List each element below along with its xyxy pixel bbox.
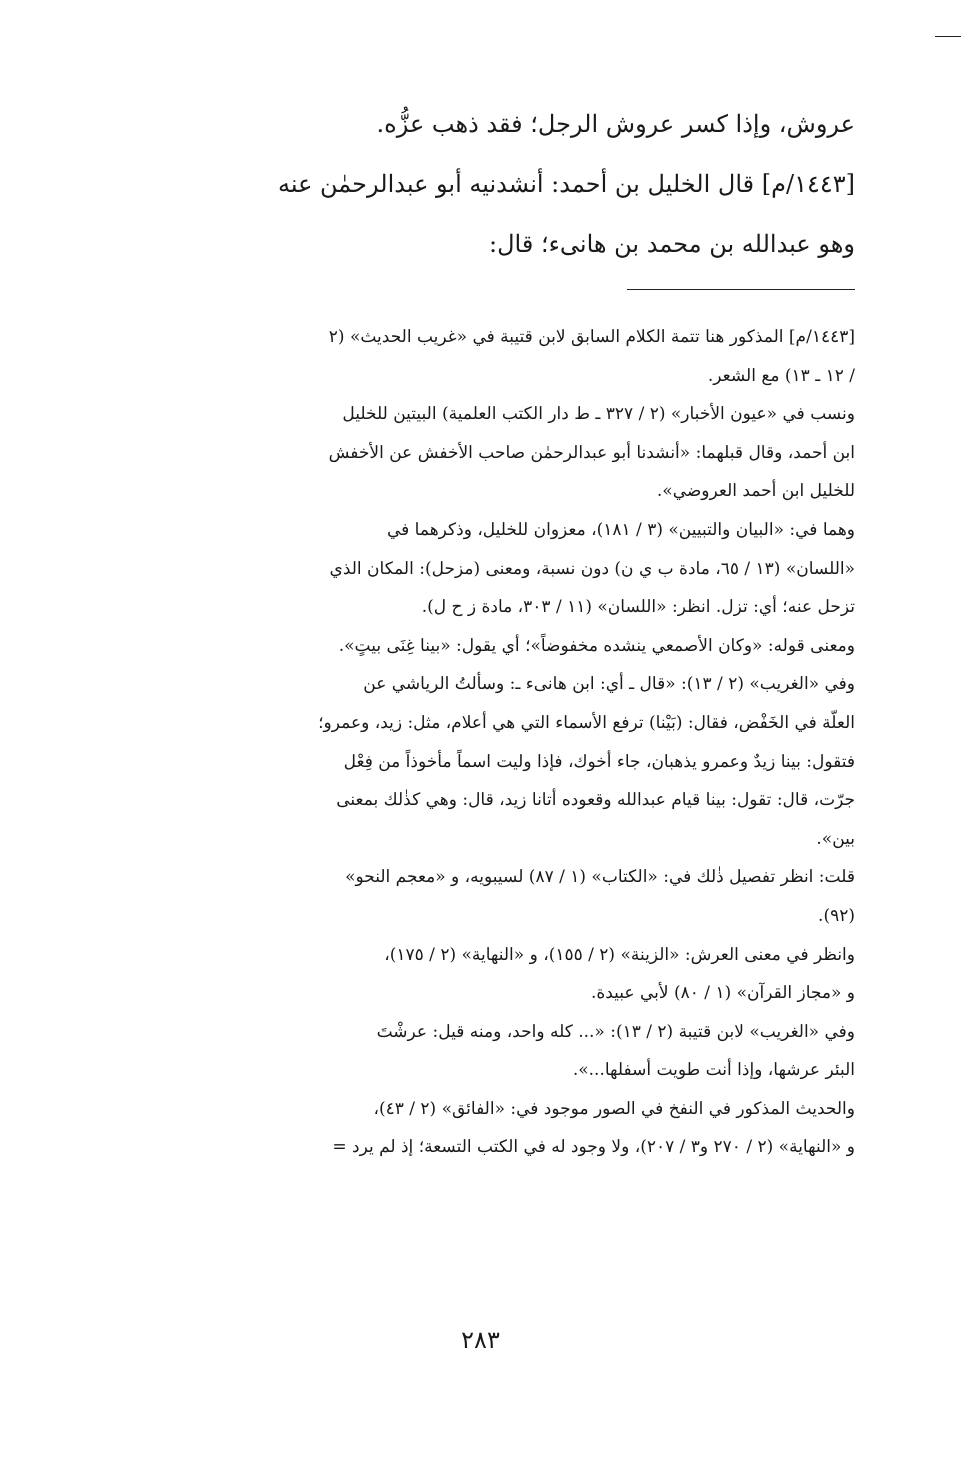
entry-line-2: وهو عبدالله بن محمد بن هانىء؛ قال: (489, 230, 855, 258)
footnote-paragraph (130, 511, 855, 627)
footnote-paragraph (130, 395, 855, 511)
footnote-line: وفي «الغريب» لابن قتيبة (٢ / ١٣): «... كله واحد، ومنه قيل: عرشْتَ (376, 1021, 855, 1042)
main-text (130, 94, 855, 274)
footnote-line: تزحل عنه؛ أي: تزل. انظر: «اللسان» (١١ / ٣٠٣، مادة ز ح ل). (421, 597, 855, 618)
entry-line-1: [١٤٤٣/م] قال الخليل بن أحمد: أنشدنيه أبو عبدالرحمٰن عنه (277, 170, 855, 198)
footnote-line: و «مجاز القرآن» (١ / ٨٠) لأبي عبيدة. (590, 983, 855, 1004)
footnote-line: / ١٢ ـ ١٣) مع الشعر. (707, 365, 855, 386)
footnote-line: وفي «الغريب» (٢ / ١٣): «قال ـ أي: ابن هانىء ـ: وسألتُ الرياشي عن (363, 674, 855, 695)
footnote-paragraph (130, 936, 855, 1013)
footnote-paragraph (130, 318, 855, 395)
footnote-separator (627, 289, 855, 290)
footnote-line: للخليل ابن أحمد العروضي». (656, 481, 855, 502)
footnote-paragraph (130, 665, 855, 858)
footnote-paragraph (130, 627, 855, 666)
footnotes (130, 318, 855, 1167)
footnote-line: و «النهاية» (٢ / ٢٧٠ و٣ / ٢٠٧)، ولا وجود له في الكتب التسعة؛ إذ لم يرد = (332, 1137, 855, 1158)
footnote-line: البئر عرشها، وإذا أنت طويت أسفلها...». (572, 1060, 855, 1081)
footnote-line: قلت: انظر تفصيل ذٰلك في: «الكتاب» (١ / ٨٧) لسيبويه، و «معجم النحو» (345, 867, 855, 888)
page-number: ٢٨٣ (461, 1326, 500, 1354)
footnote-line: [١٤٤٣/م] المذكور هنا تتمة الكلام السابق لابن قتيبة في «غريب الحديث» (٢ (328, 327, 855, 347)
footnote-line: «اللسان» (١٣ / ٦٥، مادة ب ي ن) دون نسبة، ومعنى (مزحل): المكان الذي (329, 558, 855, 579)
entry-paragraph (130, 154, 855, 274)
footnote-paragraph (130, 1090, 855, 1167)
footnote-line: ومعنى قوله: «وكان الأصمعي ينشده مخفوضاً»؛ أي يقول: «بينا غِنَى بيتٍ». (338, 635, 855, 656)
footnote-line: بين». (816, 828, 855, 849)
footnote-line: والحديث المذكور في النفخ في الصور موجود في: «الفائق» (٢ / ٤٣)، (373, 1098, 855, 1119)
footnote-line: العلّة في الخَفْض، فقال: (بَيْنا) ترفع الأسماء التي هي أعلام، مثل: زيد، وعمرو؛ (318, 712, 855, 733)
footnote-line: ونسب في «عيون الأخبار» (٢ / ٣٢٧ ـ ط دار الكتب العلمية) البيتين للخليل (342, 404, 855, 425)
footnote-line: وانظر في معنى العرش: «الزينة» (٢ / ١٥٥)، و «النهاية» (٢ / ١٧٥)، (384, 944, 855, 965)
footnote-line: ابن أحمد، وقال قبلهما: «أنشدنا أبو عبدالرحمٰن صاحب الأخفش عن الأخفش (328, 442, 855, 463)
footnote-line: جرّت، قال: تقول: بينا قيام عبدالله وقعوده أتانا زيد، قال: وهي كذٰلك بمعنى (336, 790, 855, 811)
footnote-paragraph (130, 1013, 855, 1090)
main-line-1: عروش، وإذا كسر عروش الرجل؛ فقد ذهب عزُّه. (376, 110, 855, 138)
footnote-line: فتقول: بينا زيدٌ وعمرو يذهبان، جاء أخوك، فإذا وليت اسماً مأخوذاً من فِعْل (343, 751, 855, 772)
footnote-paragraph (130, 858, 855, 935)
footnote-line: وهما في: «البيان والتبيين» (٣ / ١٨١)، معزوان للخليل، وذكرهما في (386, 519, 855, 540)
corner-mark (935, 36, 961, 37)
footnote-line: (٩٢). (818, 905, 855, 926)
